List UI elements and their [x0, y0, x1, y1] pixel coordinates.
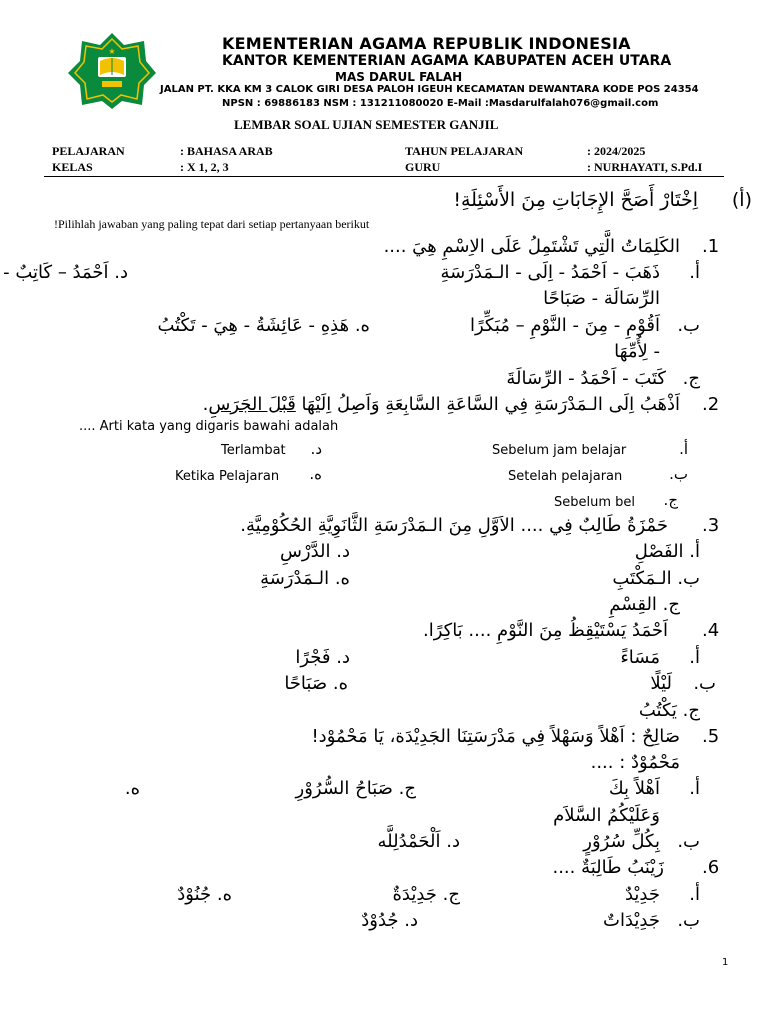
- q1-option-c-mark: ج.: [682, 368, 700, 389]
- q3-option-d: د. الدَّرْسِ: [279, 541, 350, 562]
- q6-question: زَيْنَبُ طَالِبَةٌ ....: [552, 857, 664, 878]
- q4-option-a-mark: أ.: [689, 647, 700, 668]
- q2-option-b-mark: ب.: [669, 465, 688, 483]
- q2-option-a-mark: أ.: [679, 440, 688, 458]
- q4-option-d: د. فَجْرًا: [295, 647, 350, 668]
- school-contacts: NPSN : 69886183 NSM : 131211080020 E-Mail :Masdarulfalah076@gmail.com: [222, 98, 659, 109]
- subject-value: : BAHASA ARAB: [180, 144, 273, 158]
- q1-option-e: ه. هَذِهِ - عَائِشَةُ - هِيَ - تَكْتُبُ: [157, 315, 370, 336]
- q3-option-a: أ. الفَصْلِ: [634, 541, 700, 562]
- school-address: JALAN PT. KKA KM 3 CALOK GIRI DESA PALOH IGEUH KECAMATAN DEWANTARA KODE POS 24354: [160, 84, 699, 95]
- year-value: : 2024/2025: [587, 144, 646, 158]
- q4-question: اَحْمَدُ يَسْتَيْقِظُ مِنَ النَّوْمِ .... بَاكِرًا.: [422, 620, 668, 641]
- document-title: LEMBAR SOAL UJIAN SEMESTER GANJIL: [234, 117, 499, 132]
- section-marker: (أ): [731, 189, 752, 211]
- q5-option-e: وَعَلَيْكُمُ السَّلاَم: [553, 805, 660, 826]
- q1-option-d: د. اَحْمَدُ – كَاتِبٌ -: [3, 262, 128, 283]
- q2-option-c-mark: ج.: [663, 491, 678, 509]
- q1-question: الكَلِمَاتُ الَّتِي تَشْتَمِلُ عَلَى الاِسْمِ هِيَ ....: [383, 236, 680, 257]
- q1-option-b-wrap: - لِأُمِّهَا: [614, 341, 660, 362]
- header-divider: [44, 176, 724, 177]
- q1-option-c: كَتَبَ - اَحْمَدُ - الرِّسَالَةَ: [506, 368, 666, 389]
- q1-number: .1: [702, 236, 720, 257]
- q3-option-e: ه. الـمَدْرَسَةِ: [260, 568, 350, 589]
- q2-option-e: Ketika Pelajaran: [175, 469, 280, 484]
- office-name: KANTOR KEMENTERIAN AGAMA KABUPATEN ACEH UTARA: [222, 53, 672, 69]
- q1-option-a-mark: أ.: [689, 262, 700, 283]
- q1-option-b-mark: ب.: [677, 315, 700, 336]
- q5-dialog-line1: صَالِحٌ : اَهْلاً وَسَهْلاً فِي مَدْرَسَتِنَا الجَدِيْدَة، يَا مَحْمُوْد!: [311, 726, 680, 747]
- q6-option-a: جَدِيْدٌ: [624, 884, 660, 905]
- q5-option-c: ج. صَبَاحُ السُّرُوْرِ: [295, 778, 416, 799]
- q4-option-c: ج. يَكْتُبُ: [638, 700, 700, 721]
- q1-option-a-wrap: الرِّسَالَة - صَبَاحًا: [543, 288, 660, 309]
- q2-option-d-mark: د.: [310, 440, 322, 458]
- teacher-label: GURU: [405, 160, 441, 174]
- q2-question-start: اَذْهَبُ اِلَى الـمَدْرَسَةِ فِي السَّاعَةِ السَّابِعَةِ وَاَصِلُ اِلَيْهَا: [295, 394, 680, 415]
- q2-option-c: Sebelum bel: [554, 495, 636, 510]
- teacher-value: : NURHAYATI, S.Pd.I: [587, 160, 703, 174]
- class-value: : X 1, 2, 3: [180, 160, 229, 174]
- q6-option-b: جَدِيْدَاتٌ: [603, 910, 660, 931]
- q5-number: .5: [702, 726, 720, 747]
- q4-number: .4: [702, 620, 720, 641]
- q4-option-b: لَيْلًا: [650, 673, 672, 694]
- q6-option-c: ج. جَدِيْدَةٌ: [392, 884, 460, 905]
- q2-option-d: Terlambat: [221, 443, 286, 458]
- q5-option-a-mark: أ.: [689, 778, 700, 799]
- q6-option-e: ه. جُنُوْدٌ: [177, 884, 232, 905]
- ministry-name: KEMENTERIAN AGAMA REPUBLIK INDONESIA: [222, 34, 631, 53]
- q5-option-e-mark: ه.: [124, 778, 140, 799]
- q6-option-a-mark: أ.: [689, 884, 700, 905]
- year-label: TAHUN PELAJARAN: [405, 144, 524, 158]
- q5-dialog-line2: مَحْمُوْدٌ : ....: [590, 752, 680, 773]
- q4-option-e: ه. صَبَاحًا: [284, 673, 348, 694]
- kemenag-logo: [66, 31, 158, 111]
- q1-option-a: ذَهَبَ - اَحْمَدُ - اِلَى - الـمَدْرَسَةِ: [440, 262, 660, 283]
- q4-option-a: مَسَاءً: [620, 647, 660, 668]
- q3-option-c: ج. القِسْمِ: [609, 594, 680, 615]
- q3-option-b: ب. الـمَكْتَبِ: [612, 568, 700, 589]
- q3-number: .3: [702, 515, 720, 536]
- q2-option-b: Setelah pelajaran: [508, 469, 623, 484]
- q6-option-b-mark: ب.: [677, 910, 700, 931]
- q5-option-a: اَهْلاً بِكَ: [608, 778, 660, 799]
- q2-option-a: Sebelum jam belajar: [492, 443, 627, 458]
- q2-question-end: .: [202, 394, 209, 415]
- school-name: MAS DARUL FALAH: [335, 70, 463, 84]
- q2-option-e-mark: ه.: [309, 465, 322, 483]
- q5-option-d: د. اَلْحَمْدُلِلَّه: [377, 831, 460, 852]
- q5-option-b-mark: ب.: [677, 831, 700, 852]
- q2-underlined-phrase: قَبْلَ الجَرَسِ: [208, 394, 296, 415]
- instruction-arabic: اِخْتَارْ أَصَحَّ الإِجَابَاتِ مِنَ الأَسْئِلَةِ!: [453, 189, 698, 211]
- q2-number: .2: [702, 394, 720, 415]
- q2-question: [203, 394, 680, 415]
- instruction-indonesian: !Pilihlah jawaban yang paling tepat dari setiap pertanyaan berikut: [54, 217, 370, 231]
- q6-option-d: د. جُدُوْدٌ: [361, 910, 418, 931]
- class-label: KELAS: [52, 160, 93, 174]
- q4-option-b-mark: ب.: [693, 673, 716, 694]
- q2-prompt: .... Arti kata yang digaris bawahi adalah: [79, 419, 339, 434]
- q5-option-b: بِكُلِّ سُرُوْرٍ: [583, 831, 660, 852]
- subject-label: PELAJARAN: [52, 144, 125, 158]
- page-number: 1: [722, 957, 729, 968]
- svg-text:★: ★: [108, 47, 116, 56]
- q3-question: حَمْزَةُ طَالِبٌ فِي .... الاَوَّلِ مِنَ الـمَدْرَسَةِ الثَّانَوِيَّةِ الحُكُوْمِيَّةِ.: [240, 515, 668, 536]
- q6-number: .6: [702, 857, 720, 878]
- q1-option-b: اَقُوْمِ - مِنَ - النَّوْمِ – مُبَكِّرًا: [469, 315, 660, 336]
